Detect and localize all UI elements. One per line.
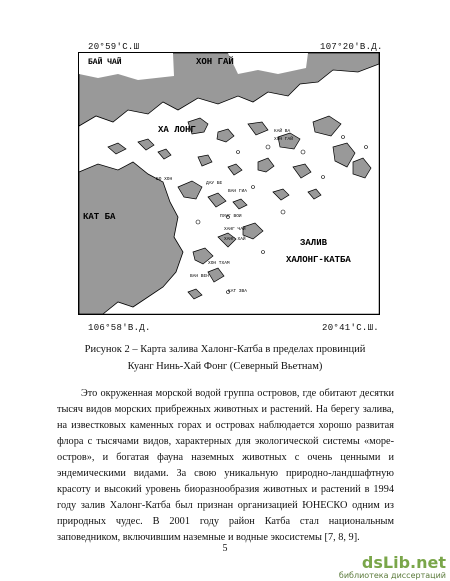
map-label-ha-long: ХА ЛОНГ	[158, 125, 196, 135]
map-label-small-4: ДАУ БЕ	[206, 181, 223, 186]
map-label-small-1: КАЙ ВА	[274, 129, 291, 134]
map-label-bay-line1: ЗАЛИВ	[300, 238, 328, 248]
map-label-small-5: ВАН ГИА	[228, 189, 247, 194]
map-label-small-7: ХАНГ ХАЙ	[224, 237, 246, 242]
page-number: 5	[222, 543, 228, 554]
body-paragraph-text: Это окруженная морской водой группа островов, где обитают десятки тысяч видов морских прибрежных животных и растений. На берегу залива, на известковых каменных горах и островах наблюдается хорошо развитая флора с тысячами видов, характерных для экологической системы «море-остров», и богатая фауна наземных животных с очень ценными и эндемическими видами. За свою уникальную природно-ландшафтную красоту и высокий уровень биоразнообразия животных и растений в 1994 году залив Халонг-Катба был признан организацией ЮНЕСКО одним из природных чудес. В 2001 году район Катба стал национальным заповедником, включившим наземные и водные экосистемы [7, 8, 9].	[57, 388, 394, 543]
map-label-small-9: КАТ ЗВА	[228, 289, 247, 294]
map-label-hon-gai: ХОН ГАЙ	[196, 57, 234, 67]
map-coord-bottom-right: 20°41'С.Ш.	[322, 323, 380, 333]
map-coord-top-left: 20°59'С.Ш	[88, 42, 140, 52]
map-coord-top-right: 107°20'В.Д.	[320, 42, 383, 52]
map-label-bay-line2: ХАЛОНГ-КАТБА	[286, 255, 351, 265]
map-label-small-2: ХОН ГАЙ	[274, 137, 293, 142]
map-label-bai-chai: БАЙ ЧАЙ	[88, 58, 122, 67]
watermark-subtitle: библиотека диссертаций	[338, 571, 446, 580]
map-label-small-3: БО ХОН	[156, 177, 173, 182]
map-label-small-8: ПУНГ ВОИ	[220, 214, 242, 219]
map-label-kat-ba: КАТ БА	[83, 212, 116, 222]
watermark	[330, 553, 450, 581]
map-label-small-11: ВАН ВЕН	[190, 274, 209, 279]
map-label-small-10: ХОН ТХАМ	[208, 261, 230, 266]
body-paragraph	[57, 386, 394, 546]
halong-bay-map	[78, 52, 380, 315]
map-coord-bottom-left: 106°58'В.Д.	[88, 323, 151, 333]
map-label-small-6: ХАНГ ЧАЙ	[224, 227, 246, 232]
figure-caption-line1: Рисунок 2 – Карта залива Халонг-Катба в пределах провинций	[84, 344, 366, 355]
figure-caption-line2: Куанг Нинь-Хай Фонг (Северный Вьетнам)	[127, 361, 323, 372]
watermark-logo: dsLib.net	[361, 553, 446, 572]
